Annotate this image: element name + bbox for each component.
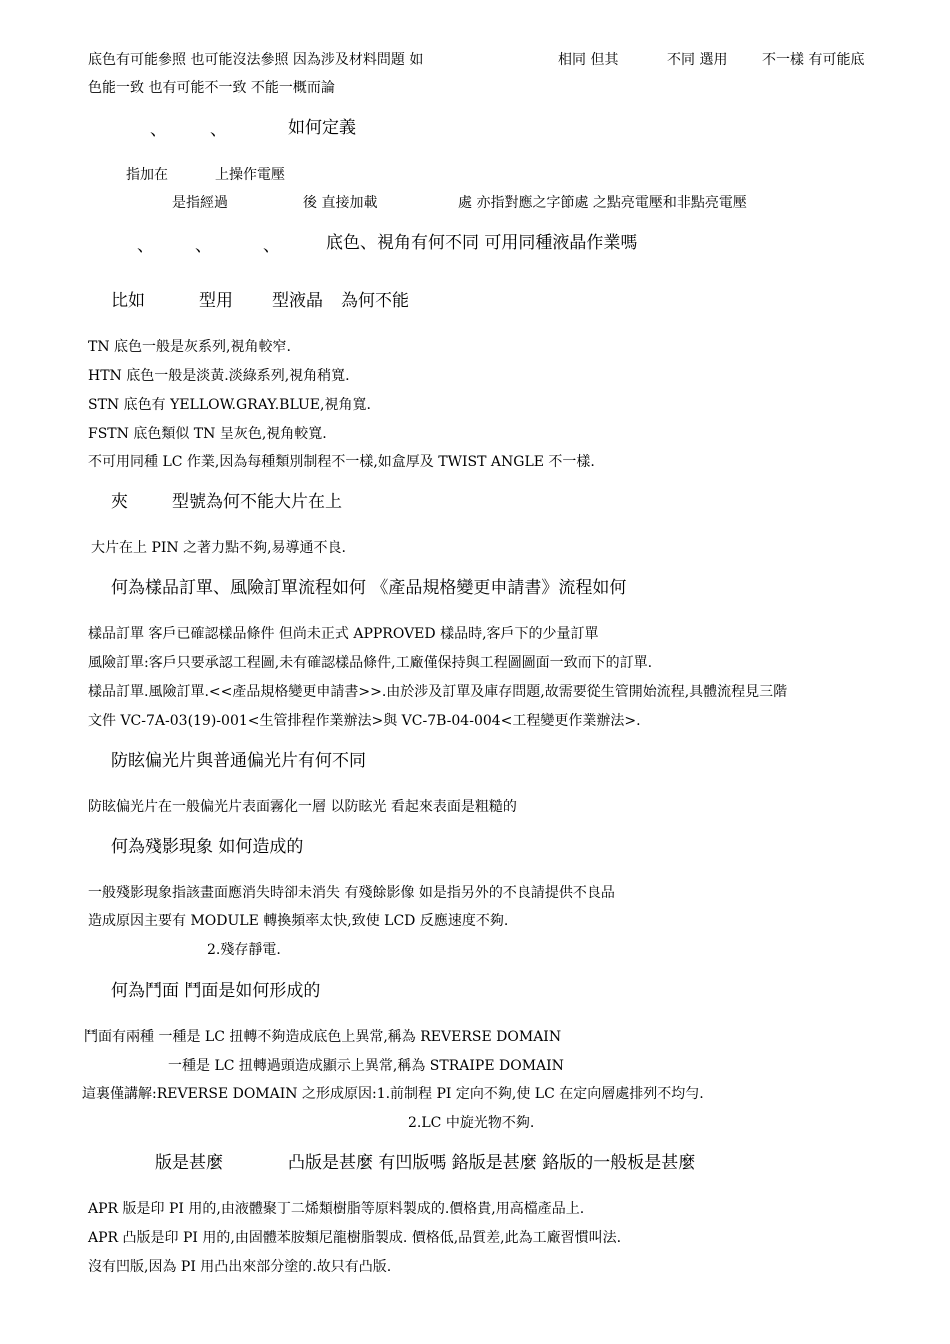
intro-line-1d: 不一樣 有可能底: [762, 52, 865, 68]
q8-heading-a: 版是甚麼: [155, 1153, 223, 1173]
q8-answer-line: APR 版是印 PI 用的,由液體聚丁二烯類樹脂等原料製成的.價格貴,用高檔產品上.: [88, 1201, 585, 1217]
q3-heading-a: 夾: [111, 492, 128, 512]
q1-answer-2a: 是指經過: [172, 195, 228, 211]
q1-answer-2c: 處 亦指對應之字節處 之點亮電壓和非點亮電壓: [458, 195, 747, 211]
intro-line-1b: 相同 但其: [558, 52, 619, 68]
q4-answer-line: 文件 VC-7A-03(19)-001<生管排程作業辦法>與 VC-7B-04-004<工程變更作業辦法>.: [88, 713, 641, 729]
q3-heading-b: 型號為何不能大片在上: [172, 492, 342, 512]
q8-answer-line: 沒有凹版,因為 PI 用凸出來部分塗的.故只有凸版.: [88, 1259, 392, 1275]
q1-comma-2: 、: [210, 120, 227, 140]
q4-answer-line: 風險訂單:客戶只要承認工程圖,未有確認樣品條件,工廠僅保持與工程圖圖面一致而下的訂單.: [88, 655, 653, 671]
q1-answer-1a: 指加在: [126, 167, 168, 183]
q2-sub-d: 為何不能: [341, 291, 409, 311]
q2-comma-2: 、: [195, 236, 212, 256]
q1-answer-2b: 後 直接加載: [303, 195, 378, 211]
q2-sub-c: 型液晶: [272, 291, 323, 311]
q2-comma-1: 、: [137, 236, 154, 256]
q2-answer-line: 不可用同種 LC 作業,因為每種類別制程不一樣,如盒厚及 TWIST ANGLE 不一樣.: [88, 454, 595, 470]
q2-answer-line: HTN 底色一般是淡黃.淡綠系列,視角稍寬.: [88, 368, 350, 384]
q5-answer: 防眩偏光片在一般偏光片表面霧化一層 以防眩光 看起來表面是粗糙的: [88, 799, 517, 815]
q1-heading: 如何定義: [288, 118, 356, 138]
q4-answer-line: 樣品訂單.風險訂單.<<產品規格變更申請書>>.由於涉及訂單及庫存問題,故需要從生管開始流程,具體流程見三階: [88, 684, 788, 700]
q8-heading-b: 凸版是甚麼 有凹版嗎 鉻版是甚麼 鉻版的一般板是甚麼: [288, 1153, 696, 1173]
intro-line-2: 色能一致 也有可能不一致 不能一概而論: [88, 80, 335, 96]
intro-line-1a: 底色有可能參照 也可能沒法參照 因為涉及材料問題 如: [88, 52, 424, 68]
q8-answer-line: APR 凸版是印 PI 用的,由固體苯胺類尼龍樹脂製成. 價格低,品質差,此為工廠習慣叫法.: [88, 1230, 622, 1246]
q4-answer-line: 樣品訂單 客戶已確認樣品條件 但尚未正式 APPROVED 樣品時,客戶下的少量訂單: [88, 626, 599, 642]
q1-comma-1: 、: [150, 120, 167, 140]
q7-answer-line-3: 這裏僅講解:REVERSE DOMAIN 之形成原因:1.前制程 PI 定向不夠,使 LC 在定向層處排列不均勻.: [82, 1086, 704, 1102]
q6-answer-line-3: 2.殘存靜電.: [207, 942, 281, 958]
q2-sub-b: 型用: [199, 291, 233, 311]
q7-answer-line-1: 鬥面有兩種 一種是 LC 扭轉不夠造成底色上異常,稱為 REVERSE DOMAIN: [84, 1029, 562, 1045]
q7-answer-line-2: 一種是 LC 扭轉過頭造成顯示上異常,稱為 STRAIPE DOMAIN: [168, 1058, 564, 1074]
intro-line-1c: 不同 選用: [667, 52, 728, 68]
q3-answer: 大片在上 PIN 之著力點不夠,易導通不良.: [91, 540, 347, 556]
q2-answer-line: TN 底色一般是灰系列,視角較窄.: [88, 339, 291, 355]
q4-heading: 何為樣品訂單、風險訂單流程如何 《產品規格變更申請書》流程如何: [111, 578, 627, 598]
q5-heading: 防眩偏光片與普通偏光片有何不同: [111, 751, 366, 771]
q2-comma-3: 、: [263, 236, 280, 256]
q2-answer-line: FSTN 底色類似 TN 呈灰色,視角較寬.: [88, 426, 327, 442]
q2-sub-a: 比如: [111, 291, 145, 311]
q2-answer-line: STN 底色有 YELLOW.GRAY.BLUE,視角寬.: [88, 397, 371, 413]
q7-heading: 何為鬥面 鬥面是如何形成的: [111, 981, 321, 1001]
q6-answer-line-1: 一般殘影現象指該畫面應消失時卻未消失 有殘餘影像 如是指另外的不良請提供不良品: [88, 885, 615, 901]
q6-answer-line-2: 造成原因主要有 MODULE 轉換頻率太快,致使 LCD 反應速度不夠.: [88, 913, 509, 929]
q2-heading: 底色、視角有何不同 可用同種液晶作業嗎: [326, 233, 638, 253]
q7-answer-line-4: 2.LC 中旋光物不夠.: [408, 1115, 535, 1131]
q1-answer-1b: 上操作電壓: [215, 167, 285, 183]
q6-heading: 何為殘影現象 如何造成的: [111, 837, 304, 857]
